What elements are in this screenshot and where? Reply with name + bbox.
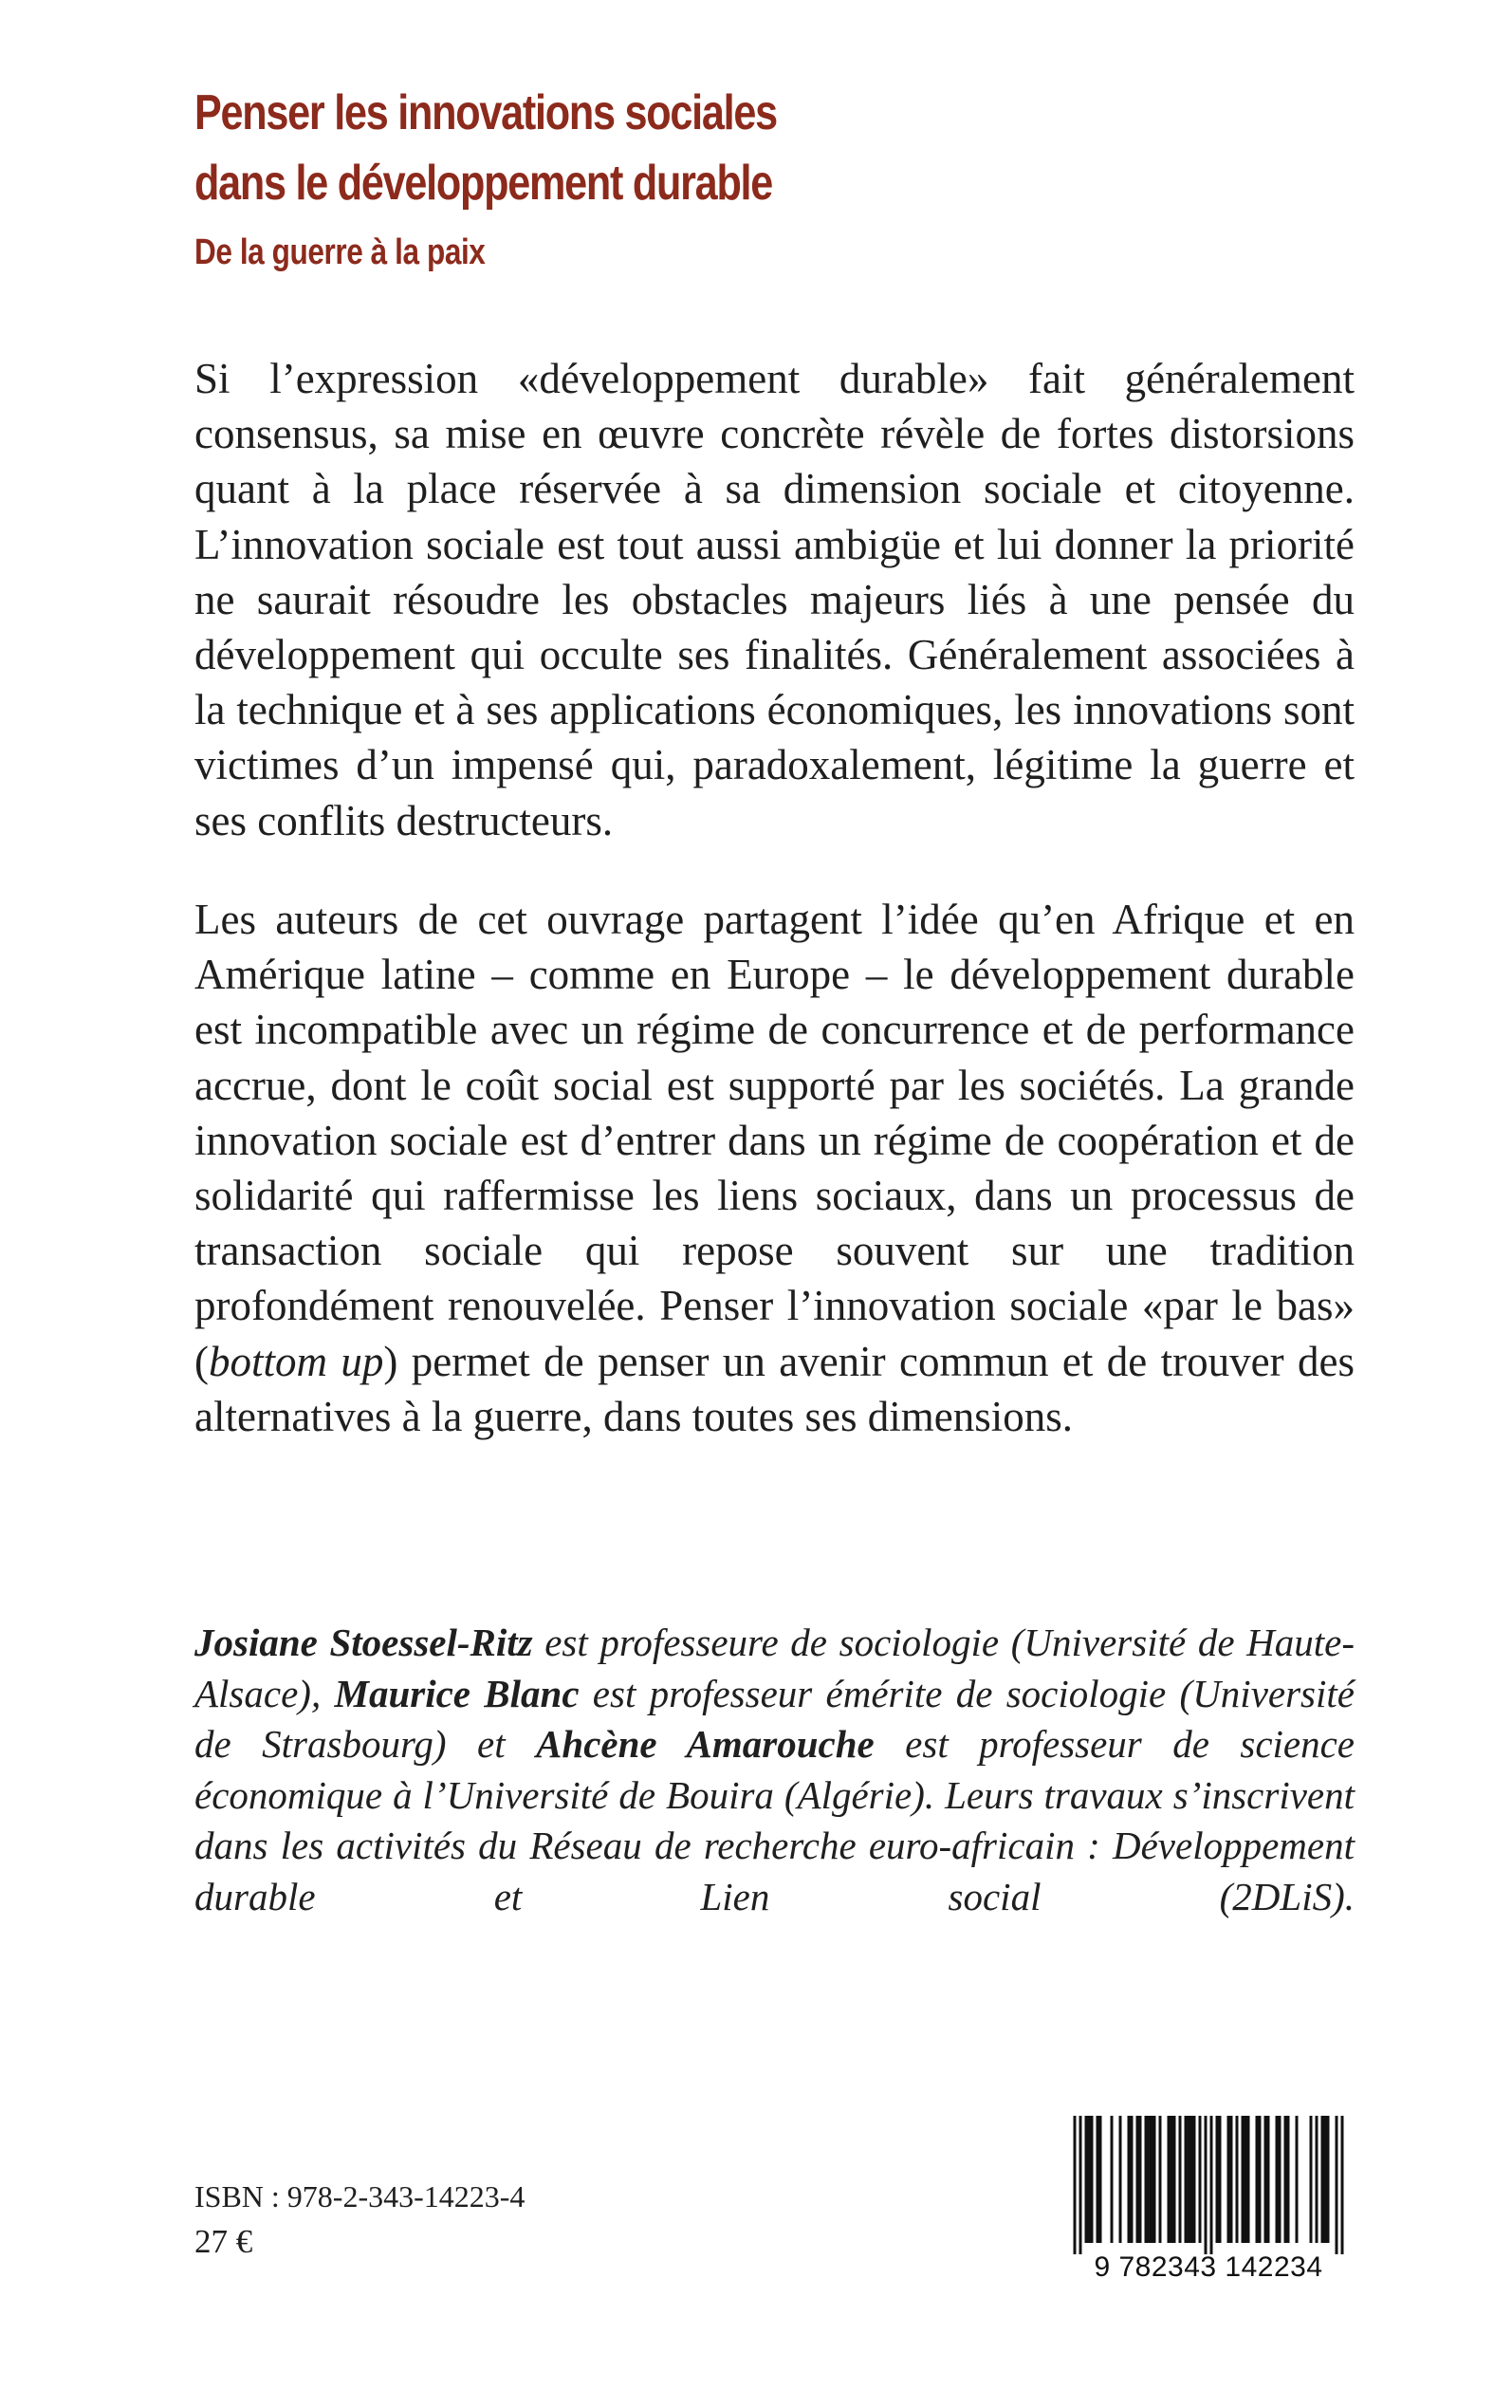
barcode-bar (1276, 2116, 1279, 2243)
barcode-bar (1131, 2116, 1134, 2243)
summary-paragraph-1: Si l’expression «développement durable» fait généralement consensus, sa mise en œuvre concrète révèle de fortes distorsions quant à la place réservée à sa dimension sociale et citoyenne. L’innovation sociale est tout aussi ambigüe et lui donner la priorité ne saurait résoudre les obstacles majeurs liés à une pensée du développement qui occulte ses finalités. Généralement associées à la technique et à ses applications économiques, les innovations sont victimes d’un impensé qui, paradoxalement, légitime la guerre et ses conflits destructeurs. (194, 355, 1355, 844)
author-bio (194, 1618, 1355, 1922)
summary-paragraph-2-text-b: ) permet de penser un avenir commun et de trouver des alternatives à la guerre, dans toutes ses dimensions. (194, 1337, 1355, 1440)
barcode-bar (1148, 2116, 1151, 2243)
barcode-bar (1179, 2116, 1182, 2243)
barcode-bars (1062, 2112, 1355, 2254)
book-title-line-2: dans le développement durable (194, 156, 773, 211)
book-subtitle: De la guerre à la paix (194, 232, 486, 272)
barcode-bar (1284, 2116, 1287, 2243)
summary-paragraph-2-text-a: Les auteurs de cet ouvrage partagent l’idée qu’en Afrique et en Amérique latine – comme en Europe – le développement durable est incompatible avec un régime de concurrence et de performance accrue, dont le coût social est supporté par les sociétés. La grande innovation sociale est d’entrer dans un régime de coopération et de solidarité qui raffermisse les liens sociaux, dans un processus de transaction sociale qui repose souvent sur une tradition profondément renouvelée. Penser l’innovation sociale «par le bas» ( (194, 896, 1355, 1385)
barcode-bar (1245, 2116, 1247, 2243)
barcode-bar (1210, 2116, 1213, 2254)
barcode-bar (1136, 2116, 1139, 2243)
barcode-bar (1185, 2116, 1188, 2243)
barcode-bar (1216, 2116, 1219, 2243)
barcode-bar (1341, 2116, 1344, 2254)
barcode-bar (1247, 2116, 1250, 2243)
barcode-bar (1193, 2116, 1196, 2243)
book-title-line-1: Penser les innovations sociales (194, 85, 777, 140)
barcode-bar (1079, 2116, 1082, 2254)
barcode-bar (1099, 2116, 1102, 2243)
barcode-bar (1145, 2116, 1148, 2243)
barcode-bar (1279, 2116, 1282, 2243)
author-name-3: Ahcène Amarouche (536, 1722, 875, 1766)
author-bio-text-2: est professeur émérite de sociologie (Université de Strasbourg) et (194, 1671, 1355, 1766)
barcode-bar (1173, 2116, 1176, 2243)
barcode-bar (1259, 2116, 1262, 2243)
barcode-bar (1227, 2116, 1230, 2243)
barcode-bar (1171, 2116, 1173, 2243)
barcode-bar (1153, 2116, 1156, 2243)
barcode-bar (1074, 2116, 1077, 2254)
barcode-bar (1316, 2116, 1318, 2243)
barcode-bar (1242, 2116, 1245, 2243)
barcode-bar (1111, 2116, 1114, 2243)
barcode-bar (1267, 2116, 1270, 2243)
barcode-bar (1264, 2116, 1267, 2243)
barcode-bar (1139, 2116, 1142, 2243)
barcode-bar (1336, 2116, 1338, 2254)
barcode-bar (1230, 2116, 1233, 2243)
barcode-bar (1321, 2116, 1324, 2243)
barcode-bar (1168, 2116, 1171, 2243)
barcode-bar (1199, 2116, 1202, 2243)
barcode (1062, 2112, 1355, 2292)
barcode-bar (1327, 2116, 1330, 2243)
summary-paragraph-2-emphasis: bottom up (209, 1337, 384, 1385)
barcode-bar (1128, 2116, 1131, 2243)
author-bio-text-1: est professeure de sociologie (Université de Haute-Alsace), (194, 1621, 1355, 1715)
barcode-digits: 9 782343 142234 (1094, 2251, 1323, 2283)
barcode-bar (1310, 2116, 1313, 2243)
barcode-bar (1088, 2116, 1091, 2243)
barcode-bar (1256, 2116, 1259, 2243)
price-label: 27 € (194, 2223, 253, 2260)
barcode-bar (1296, 2116, 1299, 2243)
barcode-bar (1236, 2116, 1239, 2243)
barcode-bar (1205, 2116, 1208, 2254)
barcode-bar (1190, 2116, 1193, 2243)
barcode-bar (1188, 2116, 1190, 2243)
barcode-bar (1324, 2116, 1327, 2243)
summary-paragraph-2 (194, 892, 1355, 1444)
barcode-bar (1085, 2116, 1088, 2243)
barcode-bar (1151, 2116, 1153, 2243)
isbn-label: ISBN : 978-2-343-14223-4 (194, 2179, 526, 2214)
author-name-1: Josiane Stoessel-Ritz (194, 1621, 533, 1664)
barcode-bar (1219, 2116, 1222, 2243)
barcode-bar (1159, 2116, 1162, 2243)
barcode-bar (1097, 2116, 1099, 2243)
author-bio-text-3: est professeur de science économique à l’Université de Bouira (Algérie). Leurs travaux s’inscrivent dans les activités du Réseau de recherche euro-africain : Développement durable et Lien social (2DLiS). (194, 1722, 1355, 1918)
barcode-bar (1091, 2116, 1094, 2243)
barcode-bar (1287, 2116, 1290, 2243)
author-name-2: Maurice Blanc (334, 1671, 580, 1715)
book-title (194, 78, 1139, 218)
barcode-bar (1119, 2116, 1122, 2243)
